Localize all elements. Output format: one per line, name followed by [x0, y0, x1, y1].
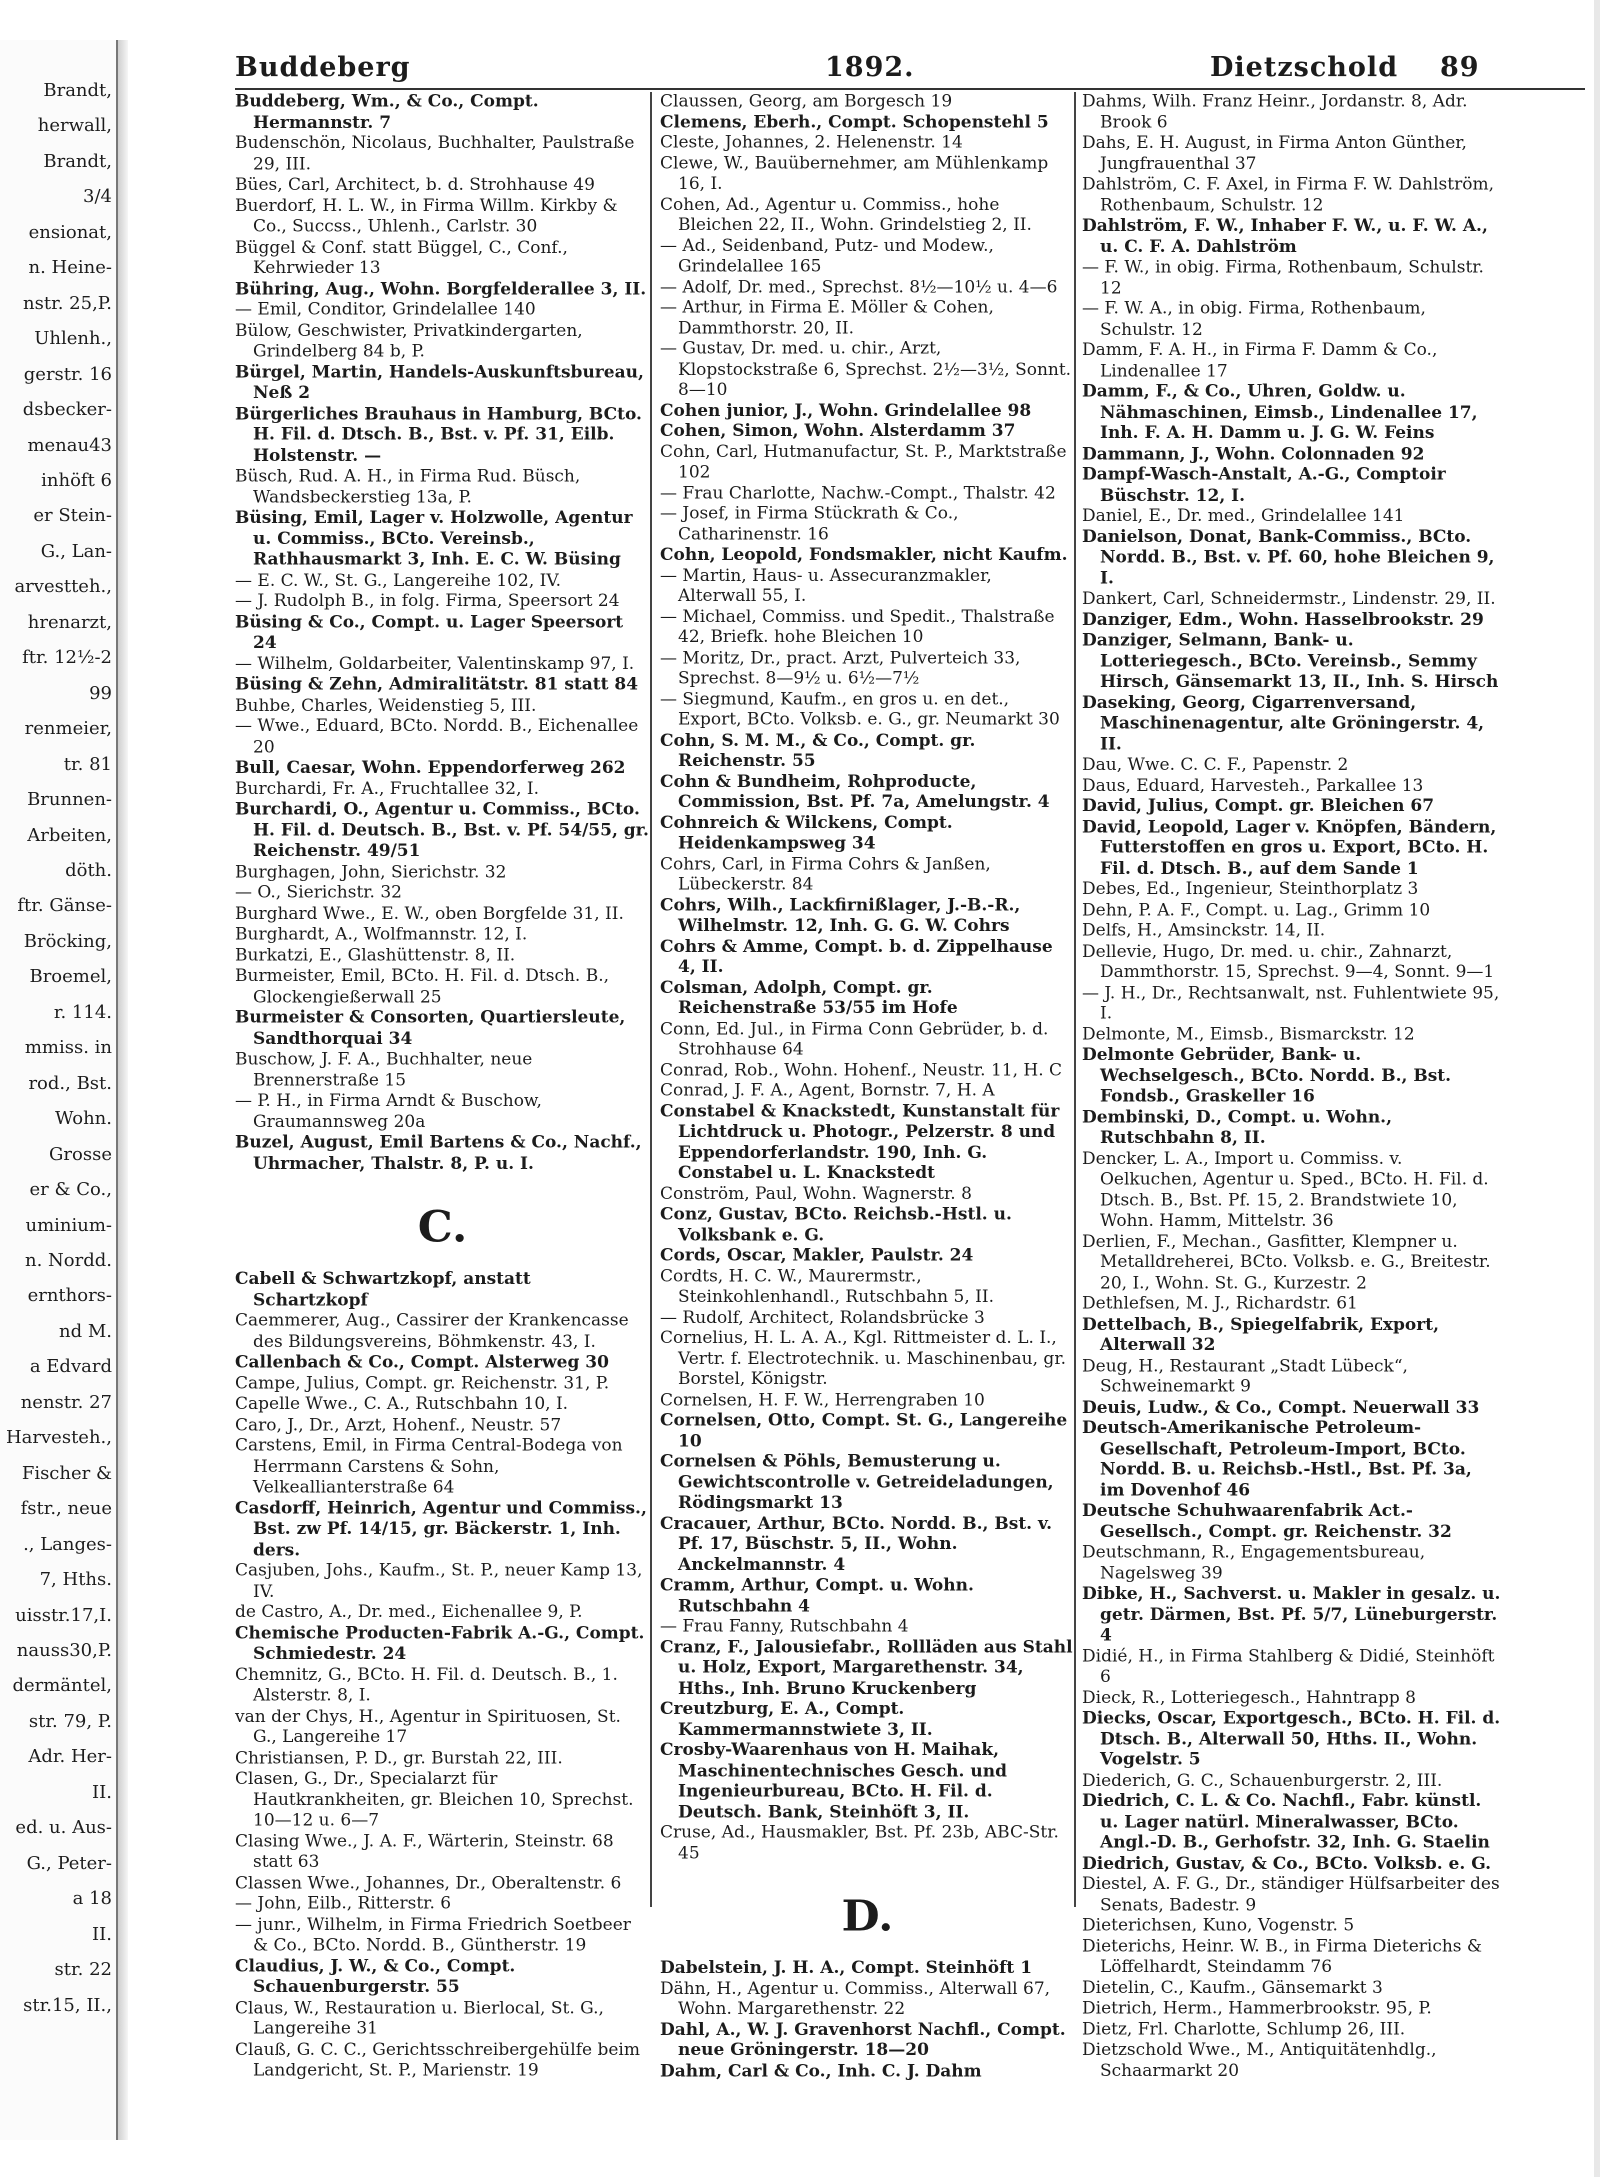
directory-entry: Dehn, P. A. F., Compt. u. Lag., Grimm 10 [1082, 900, 1431, 920]
directory-entry: Carstens, Emil, in Firma Central-Bodega von Herrmann Carstens & Sohn, Velkeallianterstraße 64 [235, 1436, 623, 1498]
directory-entry: Conn, Ed. Jul., in Firma Conn Gebrüder, b. d. Strohhause 64 [660, 1019, 1049, 1060]
directory-entry: Clasing Wwe., J. A. F., Wärterin, Steinstr. 68 statt 63 [235, 1831, 614, 1872]
directory-entry: — Frau Charlotte, Nachw.-Compt., Thalstr. 42 [660, 483, 1056, 503]
directory-entry: Dähn, H., Agentur u. Commiss., Alterwall 67, Wohn. Margarethenstr. 22 [660, 1979, 1051, 2019]
prev-page-fragment: Broemel, [29, 966, 112, 988]
directory-entry: Burghagen, John, Sierichstr. 32 [235, 862, 507, 882]
directory-entry: Clemens, Eberh., Compt. Schopenstehl 5 [660, 112, 1049, 132]
directory-entry: Cleste, Johannes, 2. Helenenstr. 14 [660, 133, 963, 153]
prev-page-fragment: Grosse [49, 1143, 112, 1165]
directory-entry: Deug, H., Restaurant „Stadt Lübeck“, Schweinemarkt 9 [1082, 1356, 1408, 1397]
directory-entry: Delmonte Gebrüder, Bank- u. Wechselgesch., BCto. Nordd. B., Bst. Fondsb., Graskeller 16 [1082, 1045, 1452, 1107]
header-year: 1892. [825, 52, 915, 83]
directory-entry: — Emil, Conditor, Grindelallee 140 [235, 300, 536, 320]
directory-entry: Diestel, A. F. G., Dr., ständiger Hülfsarbeiter des Senats, Badestr. 9 [1082, 1874, 1500, 1915]
prev-page-fragment: ed. u. Aus- [15, 1817, 112, 1839]
directory-entry: Creutzburg, E. A., Compt. Kammermannstwiete 3, II. [660, 1699, 933, 1740]
prev-page-fragment: dsbecker- [22, 399, 112, 421]
directory-entry: Cohn, S. M. M., & Co., Compt. gr. Reichenstr. 55 [660, 730, 976, 771]
directory-entry: — F. W., in obig. Firma, Rothenbaum, Schulstr. 12 [1082, 257, 1484, 298]
prev-page-fragment: II. [92, 1923, 112, 1945]
directory-entry: Cohrs & Amme, Compt. b. d. Zippelhause 4, II. [660, 937, 1053, 977]
directory-entry: Danziger, Edm., Wohn. Hasselbrookstr. 29 [1082, 610, 1484, 630]
prev-page-fragment: n. Heine- [28, 257, 112, 279]
directory-entry: Claudius, J. W., & Co., Compt. Schauenburgerstr. 55 [235, 1956, 516, 1997]
directory-entry: — Adolf, Dr. med., Sprechst. 8½—10½ u. 4—6 [660, 277, 1058, 297]
directory-entry: Cohrs, Wilh., Lackfirnißlager, J.-B.-R., Wilhelmstr. 12, Inh. G. G. W. Cohrs [660, 895, 1021, 936]
directory-entry: Dabelstein, J. H. A., Compt. Steinhöft 1 [660, 1958, 1033, 1978]
directory-entry: — O., Sierichstr. 32 [235, 883, 402, 903]
page-edge [1594, 0, 1600, 2177]
directory-entry: Büsing & Zehn, Admiralitätstr. 81 statt 84 [235, 674, 639, 695]
prev-page-fragment: er & Co., [29, 1179, 112, 1201]
prev-page-fragment: nd M. [59, 1320, 112, 1342]
directory-entry: Dietzschold Wwe., M., Antiquitätenhdlg., Schaarmarkt 20 [1082, 2040, 1437, 2081]
directory-entry: Chemnitz, G., BCto. H. Fil. d. Deutsch. B., 1. Alsterstr. 8, I. [235, 1665, 618, 1706]
directory-entry: de Castro, A., Dr. med., Eichenallee 9, P. [235, 1602, 583, 1623]
prev-page-fragment: G., Lan- [40, 540, 112, 562]
directory-entry: Damm, F., & Co., Uhren, Goldw. u. Nähmaschinen, Eimsb., Lindenallee 17, Inh. F. A. H. Damm u. J. G. W. Feins [1082, 382, 1478, 443]
directory-entry: Cornelsen, Otto, Compt. St. G., Langereihe 10 [660, 1411, 1068, 1451]
prev-page-fragment: 99 [89, 682, 112, 704]
prev-page-fragment: II. [92, 1781, 112, 1803]
directory-entry: Conz, Gustav, BCto. Reichsb.-Hstl. u. Volksbank e. G. [660, 1204, 1012, 1245]
directory-entry: — Moritz, Dr., pract. Arzt, Pulverteich 33, Sprechst. 8—9½ u. 6½—7½ [660, 648, 1021, 689]
prev-page-fragment: Arbeiten, [27, 824, 112, 846]
prev-page-fragment: renmeier, [24, 718, 112, 740]
directory-entry: Claussen, Georg, am Borgesch 19 [660, 92, 953, 112]
directory-entry: Clasen, G., Dr., Specialarzt für Hautkrankheiten, gr. Bleichen 10, Sprechst. 10—12 u. 6—7 [235, 1769, 634, 1831]
directory-entry: Crosby-Waarenhaus von H. Maihak, Maschinentechnisches Gesch. und Ingenieurbureau, BCto. H. Fil. d. Deutsch. Bank, Steinhöft 3, II. [660, 1740, 1007, 1822]
directory-entry: Dieck, R., Lotteriegesch., Hahntrapp 8 [1082, 1688, 1416, 1708]
directory-entry: Buddeberg, Wm., & Co., Compt. Hermannstr. 7 [235, 92, 539, 133]
directory-entry: Damm, F. A. H., in Firma F. Damm & Co., Lindenallee 17 [1082, 340, 1438, 381]
directory-entry: Clauß, G. C. C., Gerichtsschreibergehülfe beim Landgericht, St. P., Marienstr. 19 [235, 2039, 640, 2081]
directory-entry: Daniel, E., Dr. med., Grindelallee 141 [1082, 506, 1405, 526]
header-right-catchword: Dietzschold [1210, 52, 1399, 83]
directory-entry: Diedrich, C. L. & Co. Nachfl., Fabr. künstl. u. Lager natürl. Mineralwasser, BCto. Angl.-D. B., Gerhofstr. 32, Inh. G. Staelin [1082, 1791, 1490, 1853]
directory-entry: — F. W. A., in obig. Firma, Rothenbaum, Schulstr. 12 [1082, 299, 1426, 340]
directory-column-2 [660, 92, 1075, 2082]
directory-entry: Daus, Eduard, Harvesteh., Parkallee 13 [1082, 776, 1424, 796]
directory-entry: — Michael, Commiss. und Spedit., Thalstraße 42, Briefk. hohe Bleichen 10 [660, 607, 1055, 648]
directory-entry: David, Leopold, Lager v. Knöpfen, Bändern, Futterstoffen en gros u. Export, BCto. H. Fil. d. Dtsch. B., auf dem Sande 1 [1082, 817, 1497, 879]
directory-entry: Cohen, Ad., Agentur u. Commiss., hohe Bleichen 22, II., Wohn. Grindelstieg 2, II. [660, 195, 1032, 235]
prev-page-fragment: ftr. 12½-2 [22, 647, 112, 669]
directory-entry: Dau, Wwe. C. C. F., Papenstr. 2 [1082, 755, 1349, 775]
directory-entry: Campe, Julius, Compt. gr. Reichenstr. 31, P. [235, 1373, 610, 1394]
directory-entry: Deutsche Schuhwaarenfabrik Act.-Gesellsch., Compt. gr. Reichenstr. 32 [1082, 1501, 1452, 1542]
directory-entry: Burmeister & Consorten, Quartiersleute, Sandthorquai 34 [235, 1008, 626, 1049]
prev-page-fragment: ensionat, [28, 221, 112, 243]
directory-entry: Danziger, Selmann, Bank- u. Lotteriegesch., BCto. Vereinsb., Semmy Hirsch, Gänsemarkt 13, II., Inh. S. Hirsch [1082, 630, 1499, 692]
prev-page-fragment: 3/4 [83, 186, 112, 208]
directory-entry: — John, Eilb., Ritterstr. 6 [235, 1894, 452, 1914]
directory-entry: Casdorff, Heinrich, Agentur und Commiss., Bst. zw Pf. 14/15, gr. Bäckerstr. 1, Inh. ders. [235, 1498, 647, 1560]
directory-entry: Cornelsen & Pöhls, Bemusterung u. Gewichtscontrolle v. Getreideladungen, Rödingsmarkt 13 [660, 1452, 1054, 1513]
directory-entry: Dankert, Carl, Schneidermstr., Lindenstr. 29, II. [1082, 589, 1496, 609]
prev-page-fragment: n. Nordd. [25, 1250, 112, 1271]
header-rule [235, 88, 1585, 90]
prev-page-fragment: Wohn. [54, 1108, 112, 1130]
prev-page-fragment: arvestteh., [14, 576, 112, 598]
prev-page-fragment: Brandt, [43, 80, 112, 101]
directory-entry: Dembinski, D., Compt. u. Wohn., Rutschbahn 8, II. [1082, 1107, 1393, 1148]
directory-entry: Bull, Caesar, Wohn. Eppendorferweg 262 [235, 758, 626, 778]
directory-entry: Burchardi, Fr. A., Fruchtallee 32, I. [235, 779, 540, 799]
prev-page-fragment: Brunnen- [27, 789, 112, 811]
directory-entry: Cramm, Arthur, Compt. u. Wohn. Rutschbahn 4 [660, 1575, 974, 1616]
directory-entry: Dellevie, Hugo, Dr. med. u. chir., Zahnarzt, Dammthorstr. 15, Sprechst. 9—4, Sonnt. 9—1 [1082, 941, 1495, 982]
directory-entry: Buerdorf, H. L. W., in Firma Willm. Kirkby & Co., Succss., Uhlenh., Carlstr. 30 [235, 196, 618, 237]
prev-page-fragment: uminium- [25, 1214, 112, 1236]
directory-entry: Conrad, Rob., Wohn. Hohenf., Neustr. 11, H. C [660, 1060, 1063, 1080]
directory-entry: — Rudolf, Architect, Rolandsbrücke 3 [660, 1307, 985, 1328]
directory-entry: Dieterichs, Heinr. W. B., in Firma Dieterichs & Löffelhardt, Steindamm 76 [1082, 1936, 1483, 1977]
directory-entry: Bües, Carl, Architect, b. d. Strohhause 49 [235, 175, 595, 195]
prev-page-fragment: Bröcking, [23, 930, 112, 952]
directory-entry: Dettelbach, B., Spiegelfabrik, Export, Alterwall 32 [1082, 1314, 1439, 1355]
column-divider [650, 92, 652, 1907]
directory-entry: Diedrich, Gustav, & Co., BCto. Volksb. e. G. [1082, 1853, 1492, 1874]
directory-column-1 [235, 92, 650, 2082]
directory-entry: Dieterichsen, Kuno, Vogenstr. 5 [1082, 1916, 1355, 1936]
directory-entry: David, Julius, Compt. gr. Bleichen 67 [1082, 796, 1435, 817]
prev-page-fragment: str. 22 [54, 1959, 112, 1981]
directory-entry: Callenbach & Co., Compt. Alsterweg 30 [235, 1352, 609, 1373]
directory-entry: Dietrich, Herm., Hammerbrookstr. 95, P. [1082, 1998, 1432, 2019]
directory-entry: — Wwe., Eduard, BCto. Nordd. B., Eichenallee 20 [235, 716, 639, 757]
directory-entry: Conström, Paul, Wohn. Wagnerstr. 8 [660, 1184, 972, 1204]
directory-entry: Cohen junior, J., Wohn. Grindelallee 98 [660, 401, 1032, 421]
directory-entry: — E. C. W., St. G., Langereihe 102, IV. [235, 570, 562, 591]
directory-entry: Bürgerliches Brauhaus in Hamburg, BCto. H. Fil. d. Dtsch. B., Bst. v. Pf. 31, Eilb. Holstenstr. — [235, 404, 642, 466]
prev-page-fragment: str.15, II., [23, 1994, 112, 2016]
directory-entry: Dethlefsen, M. J., Richardstr. 61 [1082, 1294, 1358, 1314]
directory-entry: Büsch, Rud. A. H., in Firma Rud. Büsch, Wandsbeckerstieg 13a, P. [235, 466, 581, 507]
directory-entry: Budenschön, Nicolaus, Buchhalter, Paulstraße 29, III. [235, 133, 635, 174]
previous-page-edge [0, 40, 118, 2140]
directory-entry: Bürgel, Martin, Handels-Auskunftsbureau, Neß 2 [235, 362, 644, 403]
directory-entry: — Martin, Haus- u. Assecuranzmakler, Alterwall 55, I. [660, 566, 992, 606]
prev-page-fragment: Brandt, [43, 150, 112, 172]
directory-entry: — J. H., Dr., Rechtsanwalt, nst. Fuhlentwiete 95, I. [1082, 983, 1500, 1024]
directory-entry: Dahl, A., W. J. Gravenhorst Nachfl., Compt. neue Gröningerstr. 18—20 [660, 2020, 1066, 2061]
directory-entry: Cornelsen, H. F. W., Herrengraben 10 [660, 1390, 985, 1410]
directory-entry: Bülow, Geschwister, Privatkindergarten, Grindelberg 84 b, P. [235, 321, 583, 362]
prev-page-fragment: uisstr.17,I. [15, 1604, 112, 1626]
prev-page-fragment: nenstr. 27 [20, 1391, 112, 1413]
directory-entry: Casjuben, Johs., Kaufm., St. P., neuer Kamp 13, IV. [235, 1561, 643, 1602]
directory-entry: — J. Rudolph B., in folg. Firma, Speersort 24 [235, 591, 620, 612]
directory-entry: Dietelin, C., Kaufm., Gänsemarkt 3 [1082, 1978, 1383, 1998]
directory-entry: — Arthur, in Firma E. Möller & Cohen, Dammthorstr. 20, II. [660, 298, 994, 338]
directory-entry: Caemmerer, Aug., Cassirer der Krankencasse des Bildungsvereins, Böhmkenstr. 43, I. [235, 1311, 629, 1352]
directory-entry: Conrad, J. F. A., Agent, Bornstr. 7, H. A [660, 1081, 995, 1101]
directory-entry: Cornelius, H. L. A. A., Kgl. Rittmeister d. L. I., Vertr. f. Electrotechnik. u. Maschinenbau, gr. Borstel, Königstr. [660, 1328, 1066, 1389]
prev-page-fragment: r. 114. [53, 1001, 112, 1023]
prev-page-fragment: hrenarzt, [27, 611, 112, 633]
directory-entry: Buhbe, Charles, Weidenstieg 5, III. [235, 695, 537, 716]
directory-entry: Debes, Ed., Ingenieur, Steinthorplatz 3 [1082, 879, 1419, 899]
prev-page-fragment: Uhlenh., [34, 328, 112, 350]
prev-page-fragment: ., Langes- [23, 1533, 112, 1555]
prev-page-fragment: tr. 81 [63, 753, 112, 775]
prev-page-fragment: fstr., neue [20, 1498, 112, 1520]
directory-entry: Capelle Wwe., C. A., Rutschbahn 10, I. [235, 1394, 569, 1414]
prev-page-fragment: nauss30,P. [16, 1640, 112, 1661]
prev-page-fragment: er Stein- [33, 505, 112, 527]
section-letter: C. [417, 1202, 468, 1253]
directory-entry: Burghard Wwe., E. W., oben Borgfelde 31, II. [235, 904, 624, 924]
directory-entry: Diederich, G. C., Schauenburgerstr. 2, III. [1082, 1770, 1443, 1791]
directory-entry: Didié, H., in Firma Stahlberg & Didié, Steinhöft 6 [1082, 1646, 1495, 1687]
directory-entry: — Wilhelm, Goldarbeiter, Valentinskamp 97, I. [235, 654, 635, 674]
prev-page-fragment: gerstr. 16 [23, 363, 112, 385]
directory-entry: — junr., Wilhelm, in Firma Friedrich Soetbeer & Co., BCto. Nordd. B., Güntherstr. 19 [235, 1915, 631, 1956]
directory-entry: Cohnreich & Wilckens, Compt. Heidenkampsweg 34 [660, 813, 953, 854]
directory-entry: Dahs, E. H. August, in Firma Anton Günther, Jungfrauenthal 37 [1082, 133, 1467, 174]
prev-page-fragment: inhöft 6 [41, 470, 112, 491]
prev-page-fragment: herwall, [37, 115, 112, 137]
directory-entry: Christiansen, P. D., gr. Burstah 22, III. [235, 1748, 563, 1768]
directory-entry: Caro, J., Dr., Arzt, Hohenf., Neustr. 57 [235, 1415, 562, 1435]
directory-entry: Dibke, H., Sachverst. u. Makler in gesalz. u. getr. Därmen, Bst. Pf. 5/7, Lüneburgerstr. 4 [1082, 1584, 1501, 1646]
directory-entry: Danielson, Donat, Bank-Commiss., BCto. Nordd. B., Bst. v. Pf. 60, hohe Bleichen 9, I. [1082, 527, 1495, 589]
prev-page-fragment: G., Peter- [26, 1852, 112, 1874]
prev-page-fragment: ernthors- [27, 1285, 112, 1307]
directory-entry: Büggel & Conf. statt Büggel, C., Conf., Kehrwieder 13 [235, 237, 568, 278]
running-head [235, 52, 1585, 88]
directory-entry: Dencker, L. A., Import u. Commiss. v. Oelkuchen, Agentur u. Sped., BCto. H. Fil. d. Dtsch. B., Bst. Pf. 15, 2. Brandstwiete 10, Wohn. Hamm, Mittelstr. 36 [1082, 1149, 1489, 1231]
prev-page-fragment: dermäntel, [12, 1675, 112, 1697]
directory-entry: Dietz, Frl. Charlotte, Schlump 26, III. [1082, 2019, 1406, 2039]
directory-entry: Büsing, Emil, Lager v. Holzwolle, Agentur u. Commiss., BCto. Vereinsb., Rathhausmarkt 3, Inh. E. C. W. Büsing [235, 508, 633, 570]
directory-entry: Cracauer, Arthur, BCto. Nordd. B., Bst. v. Pf. 17, Büschstr. 5, II., Wohn. Anckelmannstr. 4 [660, 1514, 1053, 1575]
directory-entry: Deutschmann, R., Engagementsbureau, Nagelsweg 39 [1082, 1542, 1426, 1583]
directory-entry: Dammann, J., Wohn. Colonnaden 92 [1082, 444, 1425, 464]
directory-entry: Cabell & Schwartzkopf, anstatt Schartzkopf [235, 1269, 531, 1310]
directory-entry: Classen Wwe., Johannes, Dr., Oberaltenstr. 6 [235, 1873, 622, 1893]
directory-entry: Daseking, Georg, Cigarrenversand, Maschinenagentur, alte Gröningerstr. 4, II. [1082, 693, 1485, 754]
directory-entry: Buzel, August, Emil Bartens & Co., Nachf., Uhrmacher, Thalstr. 8, P. u. I. [235, 1133, 642, 1174]
prev-page-fragment: mmiss. in [24, 1037, 112, 1059]
directory-entry: Cruse, Ad., Hausmakler, Bst. Pf. 23b, ABC-Str. 45 [660, 1823, 1059, 1864]
directory-entry: Dahms, Wilh. Franz Heinr., Jordanstr. 8, Adr. Brook 6 [1082, 92, 1468, 133]
prev-page-fragment: ftr. Gänse- [17, 895, 112, 917]
directory-entry: Constabel & Knackstedt, Kunstanstalt für Lichtdruck u. Photogr., Pelzerstr. 8 und Eppendorferlandstr. 190, Inh. G. Constabel u. L. Knackstedt [660, 1101, 1060, 1183]
directory-entry: Cords, Oscar, Makler, Paulstr. 24 [660, 1246, 974, 1266]
directory-entry: Dahm, Carl & Co., Inh. C. J. Dahm [660, 2061, 982, 2081]
directory-entry: Cordts, H. C. W., Maurermstr., Steinkohlenhandl., Rutschbahn 5, II. [660, 1266, 994, 1307]
directory-entry: Deuis, Ludw., & Co., Compt. Neuerwall 33 [1082, 1397, 1480, 1418]
directory-entry: Cohn, Leopold, Fondsmakler, nicht Kaufm. [660, 545, 1068, 565]
directory-entry: Cohen, Simon, Wohn. Alsterdamm 37 [660, 421, 1016, 441]
prev-page-fragment: a 18 [72, 1888, 112, 1910]
directory-entry: Chemische Producten-Fabrik A.-G., Compt. Schmiedestr. 24 [235, 1623, 645, 1664]
prev-page-fragment: menau43 [27, 434, 112, 456]
section-letter: D. [841, 1892, 894, 1942]
directory-entry: Clewe, W., Bauübernehmer, am Mühlenkamp 16, I. [660, 153, 1049, 194]
page-number: 89 [1440, 52, 1480, 83]
prev-page-fragment: Fischer & [21, 1462, 112, 1484]
directory-entry: Deutsch-Amerikanische Petroleum-Gesellschaft, Petroleum-Import, BCto. Nordd. B. u. Reichsb.-Hstl., Bst. Pf. 3a, im Dovenhof 46 [1082, 1418, 1472, 1501]
directory-entry: Dampf-Wasch-Anstalt, A.-G., Comptoir Büschstr. 12, I. [1082, 465, 1446, 506]
prev-page-fragment: döth. [65, 860, 112, 881]
directory-entry: van der Chys, H., Agentur in Spirituosen, St. G., Langereihe 17 [235, 1706, 621, 1747]
directory-entry: — P. H., in Firma Arndt & Buschow, Graumannsweg 20a [235, 1091, 542, 1132]
directory-entry: — Josef, in Firma Stückrath & Co., Catharinenstr. 16 [660, 504, 959, 544]
directory-entry: Cohn & Bundheim, Rohproducte, Commission, Bst. Pf. 7a, Amelungstr. 4 [660, 772, 1050, 812]
directory-entry: Claus, W., Restauration u. Bierlocal, St. G., Langereihe 31 [235, 1998, 604, 2039]
prev-page-fragment: 7, Hths. [39, 1569, 112, 1591]
directory-entry: — Siegmund, Kaufm., en gros u. en det., Export, BCto. Volksb. e. G., gr. Neumarkt 30 [660, 689, 1060, 730]
directory-entry: Delmonte, M., Eimsb., Bismarckstr. 12 [1082, 1024, 1415, 1045]
directory-entry: — Gustav, Dr. med. u. chir., Arzt, Klopstockstraße 6, Sprechst. 2½—3½, Sonnt. 8—10 [660, 339, 1072, 400]
directory-entry: — Frau Fanny, Rutschbahn 4 [660, 1617, 909, 1637]
prev-page-fragment: rod., Bst. [28, 1072, 112, 1094]
book-gutter [118, 40, 128, 2140]
prev-page-fragment: str. 79, P. [28, 1710, 112, 1732]
directory-entry: Burghardt, A., Wolfmannstr. 12, I. [235, 924, 528, 945]
directory-entry: Büsing & Co., Compt. u. Lager Speersort 24 [235, 612, 624, 653]
directory-entry: Cranz, F., Jalousiefabr., Rollläden aus Stahl u. Holz, Export, Margarethenstr. 34, Hths., Inh. Bruno Kruckenberg [660, 1637, 1073, 1699]
directory-entry: Delfs, H., Amsinckstr. 14, II. [1082, 921, 1326, 941]
directory-entry: Colsman, Adolph, Compt. gr. Reichenstraße 53/55 im Hofe [660, 978, 958, 1019]
directory-entry: Burchardi, O., Agentur u. Commiss., BCto. H. Fil. d. Deutsch. B., Bst. v. Pf. 54/55, gr. Reichenstr. 49/51 [235, 799, 649, 861]
directory-entry: Derlien, F., Mechan., Gasfitter, Klempner u. Metalldreherei, BCto. Volksb. e. G., Breitestr. 20, I., Wohn. St. G., Kurzestr. 2 [1082, 1232, 1491, 1293]
directory-entry: Dahlström, C. F. Axel, in Firma F. W. Dahlström, Rothenbaum, Schulstr. 12 [1082, 174, 1494, 215]
directory-column-3 [1082, 92, 1502, 2082]
header-left-catchword: Buddeberg [235, 52, 411, 83]
directory-entry: Dahlström, F. W., Inhaber F. W., u. F. W. A., u. C. F. A. Dahlström [1082, 216, 1488, 257]
directory-entry: Cohrs, Carl, in Firma Cohrs & Janßen, Lübeckerstr. 84 [660, 854, 991, 895]
directory-entry: Burkatzi, E., Glashüttenstr. 8, II. [235, 945, 516, 966]
directory-entry: — Ad., Seidenband, Putz- und Modew., Grindelallee 165 [660, 236, 994, 277]
directory-entry: Buschow, J. F. A., Buchhalter, neue Brennerstraße 15 [235, 1049, 533, 1090]
directory-entry: Burmeister, Emil, BCto. H. Fil. d. Dtsch. B., Glockengießerwall 25 [235, 966, 610, 1007]
directory-entry: Cohn, Carl, Hutmanufactur, St. P., Marktstraße 102 [660, 442, 1067, 483]
prev-page-fragment: a Edvard [29, 1356, 112, 1378]
prev-page-fragment: Harvesteh., [5, 1427, 112, 1449]
prev-page-fragment: nstr. 25,P. [23, 292, 112, 314]
directory-entry: Bühring, Aug., Wohn. Borgfelderallee 3, II. [235, 279, 647, 299]
directory-entry: Diecks, Oscar, Exportgesch., BCto. H. Fil. d. Dtsch. B., Alterwall 50, Hths. II., Wohn. Vogelstr. 5 [1082, 1708, 1501, 1770]
prev-page-fragment: Adr. Her- [28, 1746, 112, 1768]
